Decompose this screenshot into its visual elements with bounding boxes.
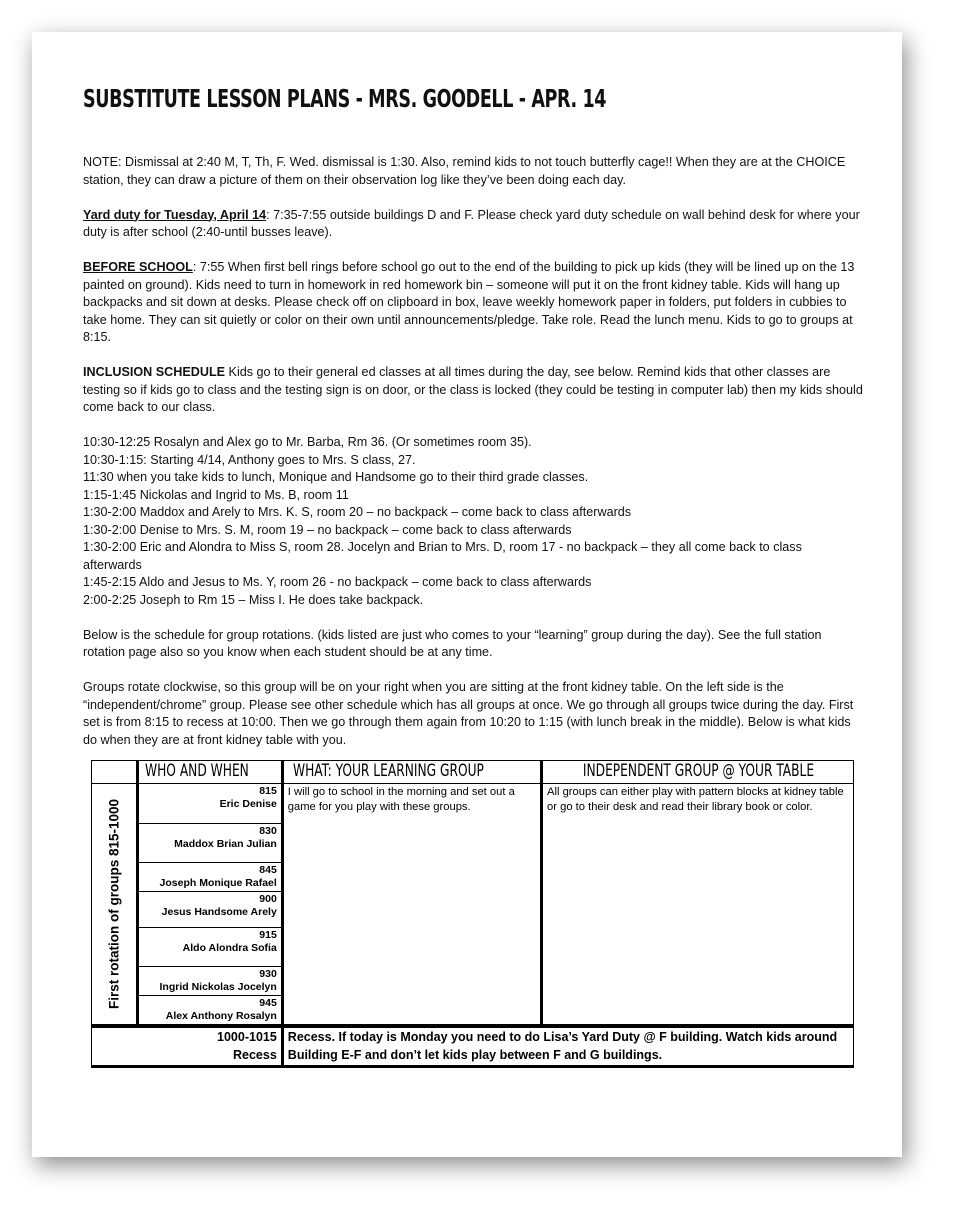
schedule-item: 1:45-2:15 Aldo and Jesus to Ms. Y, room 26 - no backpack – come back to class afterwards (83, 575, 592, 589)
slot-cell: 945 Alex Anthony Rosalyn (138, 996, 283, 1027)
groups-paragraph: Groups rotate clockwise, so this group will be on your right when you are sitting at the front kidney table. On the left side is the “independent/chrome” group. Please see other schedule which has all groups at once. We go through all groups twice during the day. First set is from 8:15 to recess at 10:00. Then we go through them again from 10:20 to 1:15 (with lunch break in the middle). Below is what kids do when they are at front kidney table with you. (83, 680, 854, 747)
inclusion-schedule-list (83, 434, 863, 609)
independent-group-cell: All groups can either play with pattern blocks at kidney table or go to their desk and read their library book or color. (542, 784, 854, 1027)
schedule-item: 1:30-2:00 Maddox and Arely to Mrs. K. S, room 20 – no backpack – come back to class afterwards (83, 505, 632, 519)
before-school-text: : 7:55 When first bell rings before school go out to the end of the building to pick up kids (they will be lined up on the 13 painted on ground). Kids need to turn in homework in red homework bin – someone will put it on the front kidney table. Kids will hang up backpacks and sit down at desks. Please check off on clipboard in box, leave weekly homework paper in folders, put folders in cubbies to take home. They can sit quietly or color on their own until announcements/pledge. Take role. Read the lunch menu. Kids to go to groups at 8:15. (83, 260, 855, 344)
recess-row (92, 1026, 854, 1067)
blank-header (92, 761, 138, 784)
learning-group-cell: I will go to school in the morning and set out a game for you play with these groups. (282, 784, 541, 1027)
schedule-item: 1:30-2:00 Eric and Alondra to Miss S, room 28. Jocelyn and Brian to Mrs. D, room 17 - no backpack – they all come back to class afterwards (83, 540, 802, 572)
inclusion-text: Kids go to their general ed classes at all times during the day, see below. Remind kids that other classes are testing so if kids go to class and the testing sign is on door, or the class is locked (they could be testing in computer lab) then my kids should come back to our class. (83, 365, 863, 414)
slot-cell: 845 Joseph Monique Rafael (138, 863, 283, 892)
rotation-intro-paragraph: Below is the schedule for group rotations. (kids listed are just who comes to your “learning” group during the day). See the full station rotation page also so you know when each student should be at any time. (83, 627, 822, 659)
yard-duty-text: : 7:35-7:55 outside buildings D and F. Please check yard duty schedule on wall behind desk for where your duty is after school (2:40-until busses leave). (83, 207, 860, 239)
slot-cell: 915 Aldo Alondra Sofia (138, 928, 283, 967)
slot-cell: 830 Maddox Brian Julian (138, 824, 283, 863)
table-row (92, 784, 854, 824)
header-learning-group: WHAT: YOUR LEARNING GROUP (282, 761, 541, 784)
header-who-when: WHO AND WHEN (138, 761, 283, 784)
inclusion-paragraph (83, 364, 863, 417)
document-body (83, 154, 863, 767)
recess-text-cell: Recess. If today is Monday you need to do Lisa’s Yard Duty @ F building. Watch kids around Building E-F and don’t let kids play between F and G buildings. (282, 1026, 853, 1067)
slot-cell: 900 Jesus Handsome Arely (138, 892, 283, 928)
document-page (32, 32, 902, 1157)
yard-duty-label: Yard duty for Tuesday, April 14 (83, 207, 267, 222)
schedule-item: 2:00-2:25 Joseph to Rm 15 – Miss I. He does take backpack. (83, 592, 424, 607)
slot-cell: 815 Eric Denise (138, 784, 283, 824)
recess-time-cell: 1000-1015 Recess (92, 1026, 283, 1067)
schedule-item: 11:30 when you take kids to lunch, Monique and Handsome go to their third grade classes. (83, 470, 589, 484)
schedule-item: 1:15-1:45 Nickolas and Ingrid to Ms. B, room 11 (83, 487, 349, 502)
table-header-row (92, 761, 854, 784)
rotation-table (91, 760, 854, 1068)
yard-duty-paragraph (83, 207, 863, 242)
before-school-label: BEFORE SCHOOL (83, 260, 193, 274)
page-title: SUBSTITUTE LESSON PLANS - MRS. GOODELL - APR. 14 (83, 84, 607, 113)
header-independent-group: INDEPENDENT GROUP @ YOUR TABLE (542, 761, 854, 784)
rotation-side-label: First rotation of groups 815-1000 (106, 798, 122, 1010)
schedule-item: 1:30-2:00 Denise to Mrs. S. M, room 19 – no backpack – come back to class afterwards (83, 522, 572, 537)
schedule-item: 10:30-1:15: Starting 4/14, Anthony goes to Mrs. S class, 27. (83, 452, 416, 467)
rotation-side-label-cell (92, 784, 138, 1027)
slot-cell: 930 Ingrid Nickolas Jocelyn (138, 967, 283, 996)
before-school-paragraph (83, 259, 863, 347)
inclusion-label: INCLUSION SCHEDULE (83, 365, 226, 379)
note-paragraph: NOTE: Dismissal at 2:40 M, T, Th, F. Wed. dismissal is 1:30. Also, remind kids to not touch butterfly cage!! When they are at the CHOICE station, they can draw a picture of them on their observation log like they’ve been doing each day. (83, 155, 846, 187)
schedule-item: 10:30-12:25 Rosalyn and Alex go to Mr. Barba, Rm 36. (Or sometimes room 35). (83, 435, 532, 449)
